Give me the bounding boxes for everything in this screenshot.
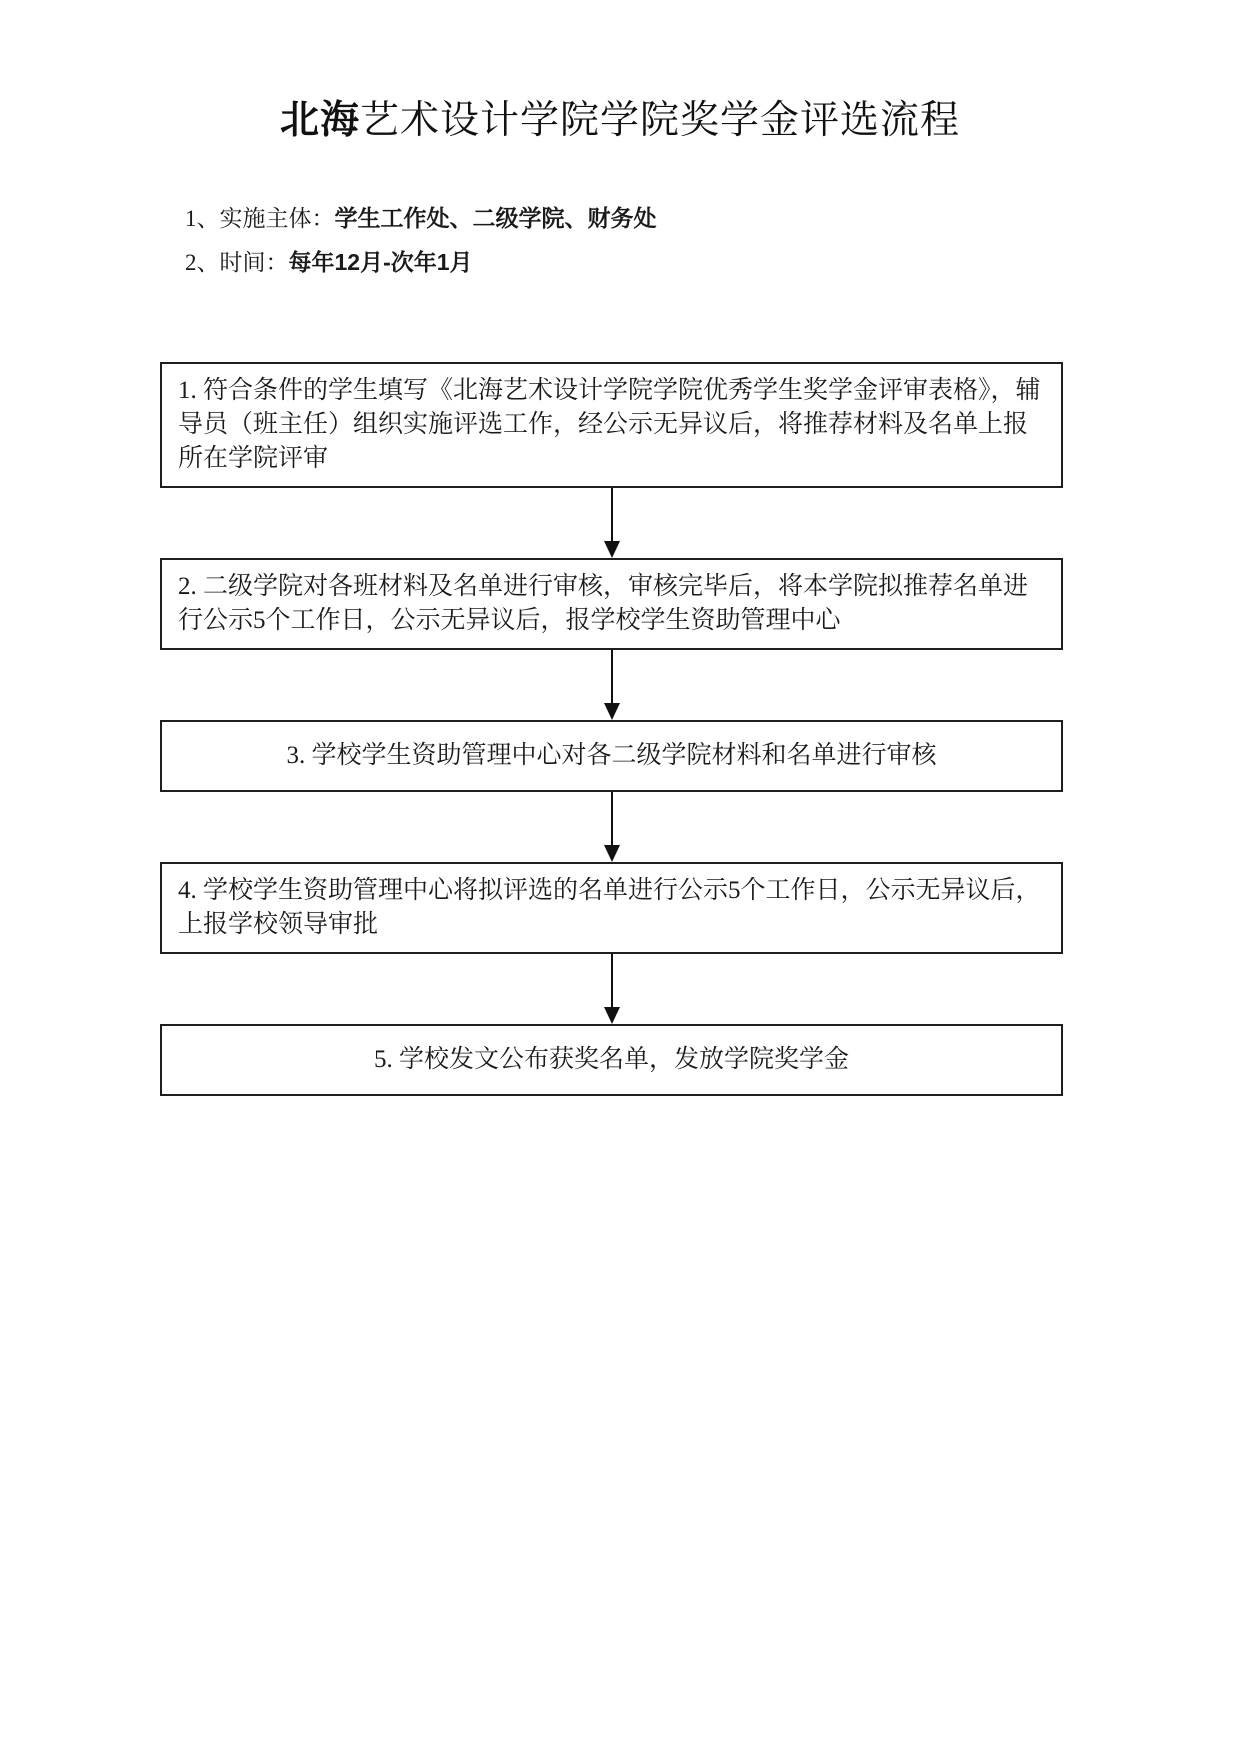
flow-step-5: 5. 学校发文公布获奖名单，发放学院奖学金 (160, 1024, 1063, 1096)
arrow-down-icon (604, 845, 620, 862)
meta-item-time (185, 247, 1240, 278)
flow-arrow-4 (604, 954, 620, 1024)
flow-arrow-2 (604, 650, 620, 720)
arrow-stem (611, 488, 613, 541)
meta-item-time-label: 2、时间： (185, 249, 289, 275)
flow-arrow-3 (604, 792, 620, 862)
meta-item-subject (185, 203, 1240, 234)
arrow-stem (611, 954, 613, 1007)
flow-step-2: 2. 二级学院对各班材料及名单进行审核，审核完毕后，将本学院拟推荐名单进行公示5个工作日，公示无异议后，报学校学生资助管理中心 (160, 558, 1063, 650)
arrow-down-icon (604, 1007, 620, 1024)
meta-item-time-value: 每年12月-次年1月 (288, 248, 473, 275)
meta-item-subject-label: 1、实施主体： (185, 205, 335, 231)
arrow-stem (611, 650, 613, 703)
flow-step-3: 3. 学校学生资助管理中心对各二级学院材料和名单进行审核 (160, 720, 1063, 792)
arrow-down-icon (604, 541, 620, 558)
flow-step-1: 1. 符合条件的学生填写《北海艺术设计学院学院优秀学生奖学金评审表格》，辅导员（班主任）组织实施评选工作，经公示无异议后，将推荐材料及名单上报所在学院评审 (160, 362, 1063, 488)
page-title-rest: 艺术设计学院学院奖学金评选流程 (360, 99, 961, 142)
page-title (0, 0, 1240, 145)
page-title-emphasis: 北海 (279, 99, 360, 142)
arrow-down-icon (604, 703, 620, 720)
flow-step-4: 4. 学校学生资助管理中心将拟评选的名单进行公示5个工作日，公示无异议后，上报学校领导审批 (160, 862, 1063, 954)
meta-list (185, 203, 1240, 278)
flow-arrow-1 (604, 488, 620, 558)
meta-item-subject-value: 学生工作处、二级学院、财务处 (334, 204, 657, 231)
flowchart (160, 362, 1063, 1096)
arrow-stem (611, 792, 613, 845)
